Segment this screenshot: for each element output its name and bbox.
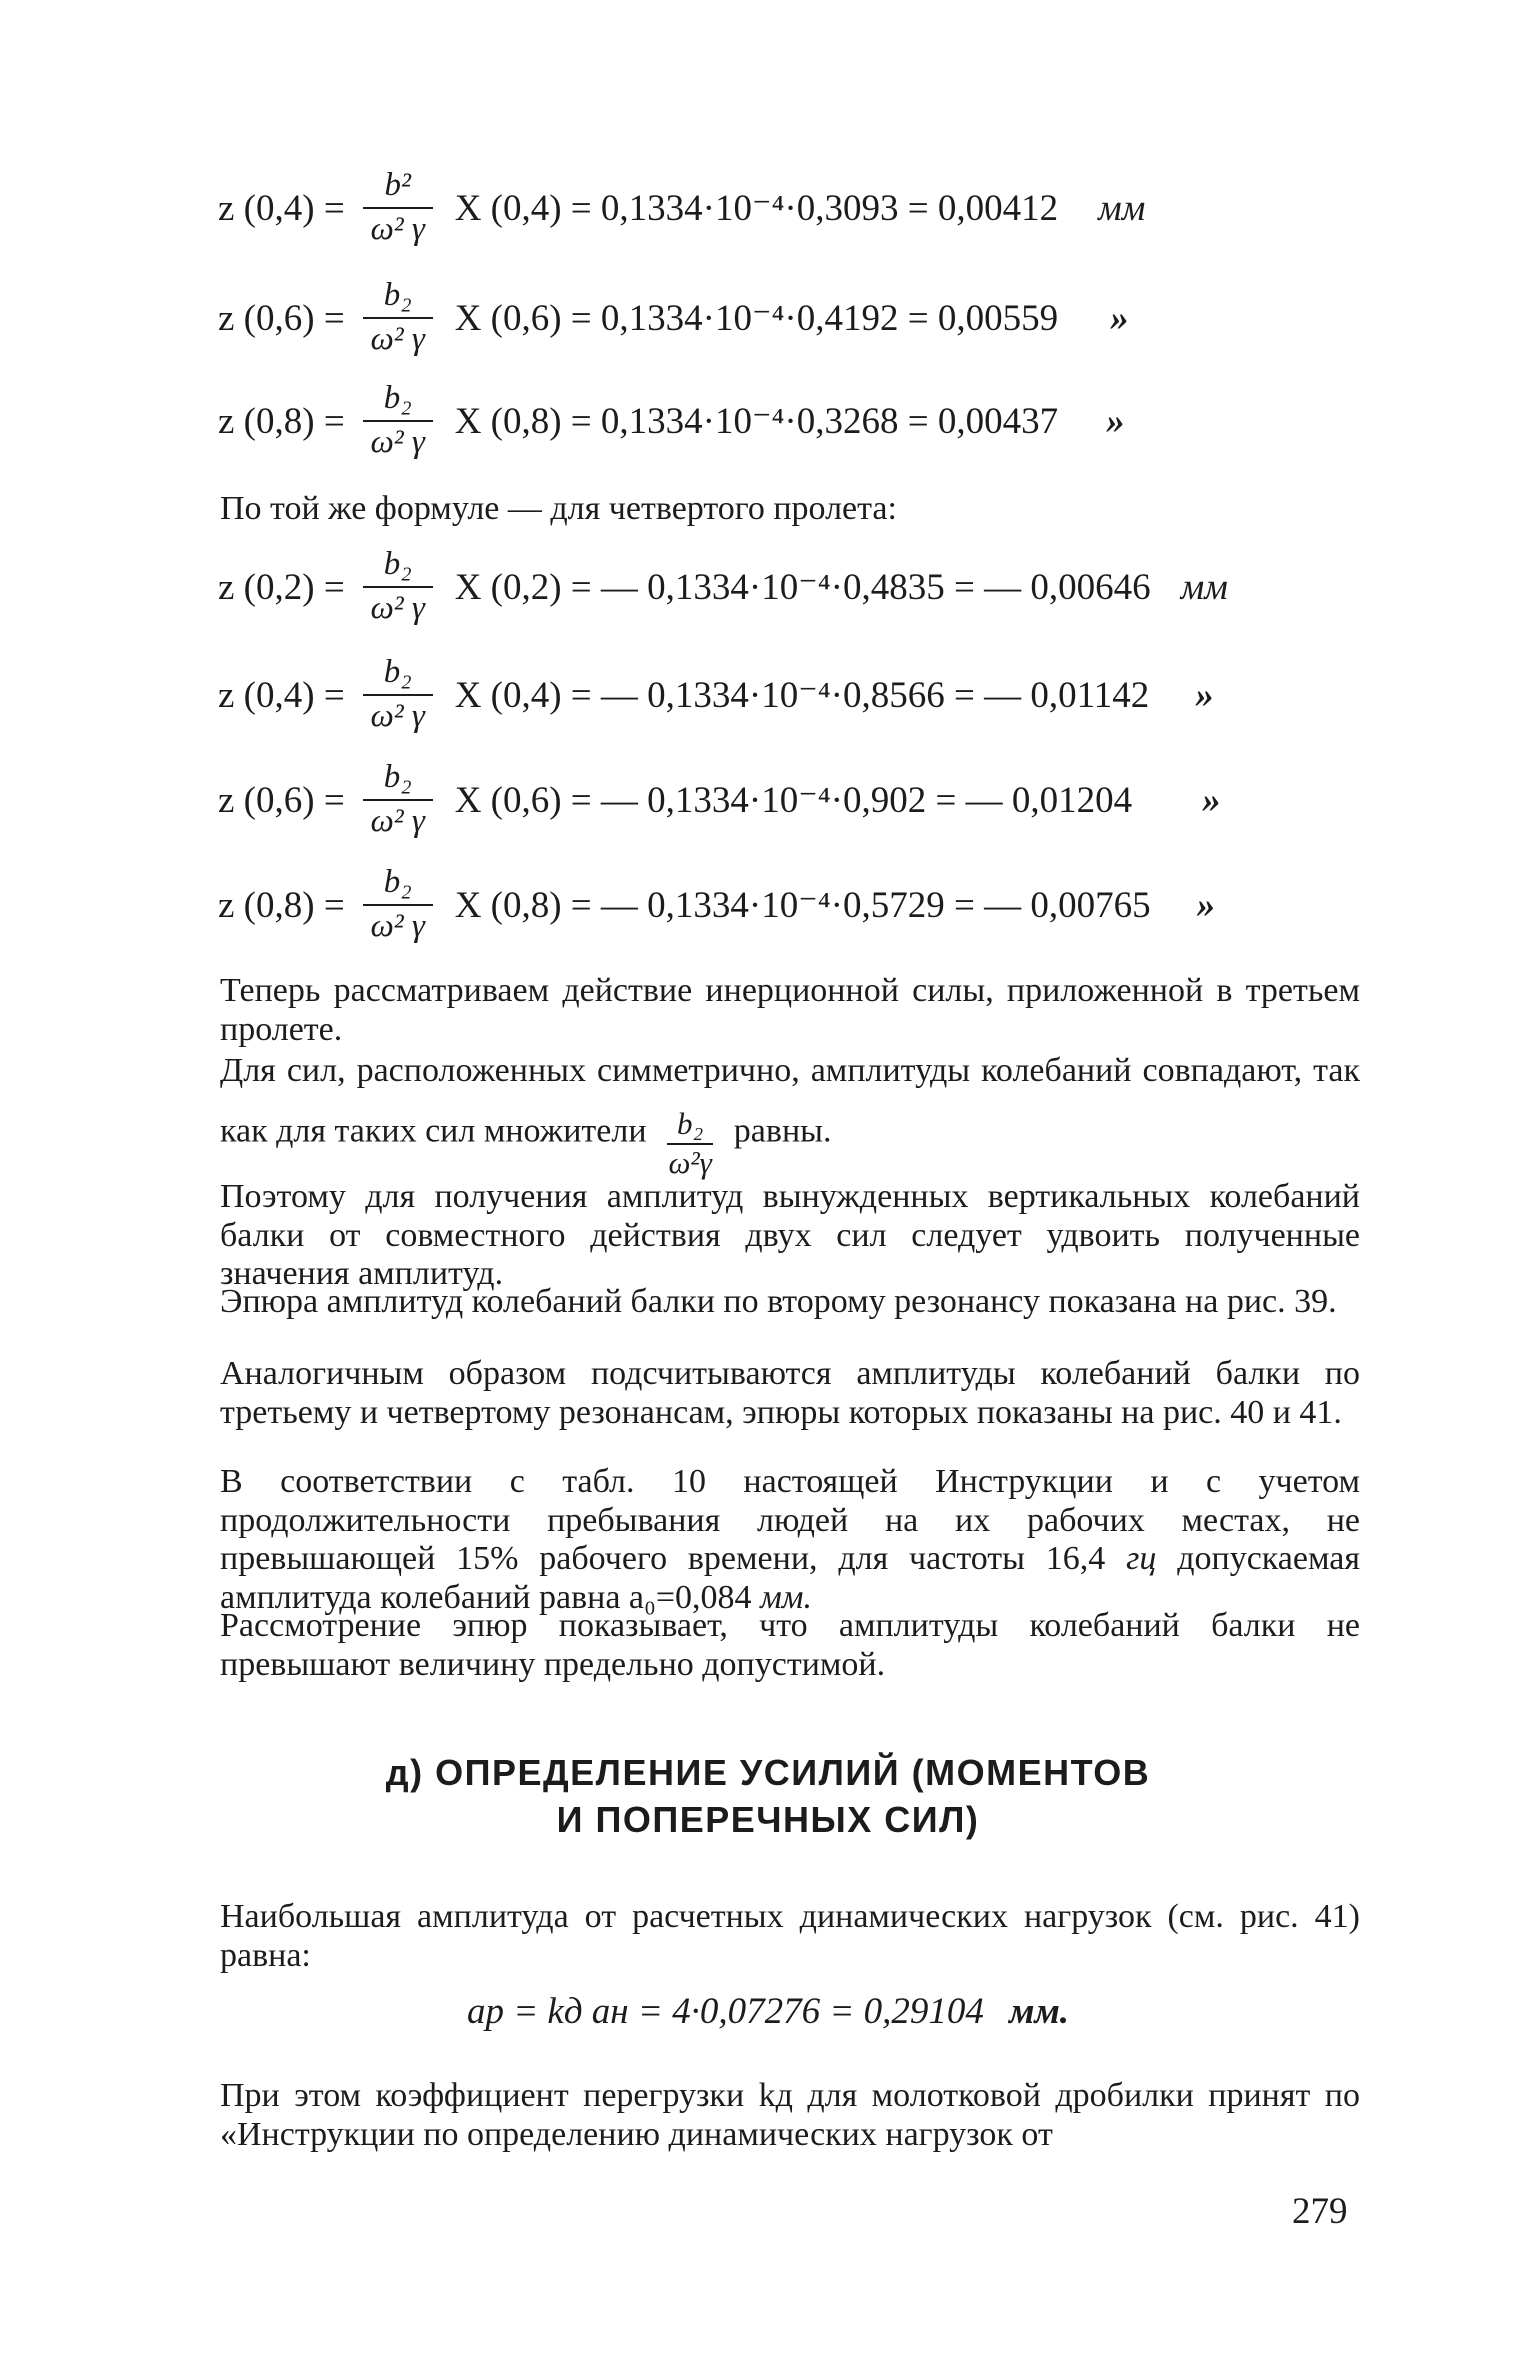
- fraction: [363, 380, 433, 462]
- paragraph-allowable-amplitude: [220, 1463, 1360, 1617]
- fraction: [363, 654, 433, 736]
- equation-ditto-mark: »: [1196, 884, 1216, 926]
- inline-fraction: [667, 1107, 713, 1181]
- fraction: [363, 167, 433, 249]
- fraction-numerator: b₂: [363, 277, 433, 319]
- fraction-numerator: b₂: [363, 380, 433, 422]
- paragraph-text: допускаемая амплитуда колебаний равна a₀=0,084: [220, 1540, 1360, 1616]
- equation-rhs: X (0,4) = — 0,1334·10⁻⁴·0,8566 = — 0,01142: [454, 675, 1150, 716]
- paragraph-text: Для сил, расположенных симметрично, амплитуды колебаний совпадают, так как для таких сил множители: [220, 1052, 1360, 1150]
- equation-ditto-mark: »: [1202, 779, 1221, 821]
- intro-fourth-span: По той же формуле — для четвертого пролета:: [220, 490, 897, 527]
- fraction-denominator: ω²γ: [668, 1145, 712, 1181]
- paragraph-text: равны.: [733, 1112, 832, 1150]
- paragraph-symmetric-forces: [220, 1045, 1360, 1181]
- equation-lhs: z (0,2) =: [218, 566, 345, 608]
- paragraph-conclusion: Рассмотрение эпюр показывает, что амплитуды колебаний балки не превышают величину предельно допустимой.: [220, 1607, 1360, 1683]
- paragraph-double-amplitudes: Поэтому для получения амплитуд вынужденных вертикальных колебаний балки от совместного действия двух сил следует удвоить полученные значения амплитуд.: [220, 1178, 1360, 1292]
- equation-lhs: z (0,4) =: [218, 187, 345, 229]
- paragraph-overload-coefficient: При этом коэффициент перегрузки kд для молотковой дробилки принят по «Инструкции по определению динамических нагрузок от: [220, 2077, 1360, 2153]
- fraction-denominator: ω² γ: [370, 590, 425, 626]
- fraction-numerator: b₂: [363, 759, 433, 801]
- fraction-numerator: b₂: [363, 546, 433, 588]
- formula-design-amplitude: [0, 1990, 1536, 2033]
- fraction-numerator: b₂: [363, 654, 433, 696]
- paragraph-text: Теперь рассматриваем действие инерционной силы, приложенной в третьем пролете.: [220, 972, 1360, 1048]
- paragraph-second-resonance: Эпюра амплитуд колебаний балки по второму резонансу показана на рис. 39.: [220, 1283, 1337, 1320]
- fraction-numerator: b²: [363, 167, 433, 209]
- fraction: [363, 277, 433, 359]
- fraction: [363, 546, 433, 628]
- fraction-denominator: ω² γ: [370, 211, 425, 247]
- equation-z-0-8-third: [218, 356, 1125, 486]
- paragraph-text: В соответствии с табл. 10 настоящей Инструкции и с учетом продолжительности пребывания людей на их рабочих местах, не превышающей 15% рабочего времени, для частоты 16,4: [220, 1463, 1360, 1577]
- fraction-numerator: b₂: [363, 864, 433, 906]
- equation-lhs: z (0,8) =: [218, 400, 345, 442]
- paragraph-inertia-force: [220, 972, 1360, 1049]
- section-heading-line2: И ПОПЕРЕЧНЫХ СИЛ): [556, 1799, 980, 1840]
- fraction-denominator: ω² γ: [370, 424, 425, 460]
- equation-ditto-mark: »: [1106, 400, 1125, 442]
- fraction: [363, 864, 433, 946]
- page-number: 279: [1292, 2191, 1348, 2232]
- equation-lhs: z (0,6) =: [218, 297, 345, 339]
- formula-text: aр = kд aн = 4·0,07276 = 0,29104: [466, 1991, 984, 2032]
- paragraph-third-fourth-resonance: Аналогичным образом подсчитываются амплитуды колебаний балки по третьему и четвертому резонансам, эпюры которых показаны на рис. 40 и 41.: [220, 1355, 1360, 1431]
- equation-unit: мм: [1180, 566, 1228, 608]
- equation-ditto-mark: »: [1195, 674, 1214, 716]
- fraction-denominator: ω² γ: [370, 908, 425, 944]
- equation-rhs: X (0,6) = 0,1334·10⁻⁴·0,4192 = 0,00559: [454, 298, 1059, 339]
- unit-hz: гц: [1126, 1540, 1157, 1577]
- equation-rhs: X (0,6) = — 0,1334·10⁻⁴·0,902 = — 0,01204: [454, 780, 1133, 821]
- equation-lhs: z (0,4) =: [218, 674, 345, 716]
- equation-rhs: X (0,8) = — 0,1334·10⁻⁴·0,5729 = — 0,00765: [454, 885, 1151, 926]
- paragraph-max-amplitude: Наибольшая амплитуда от расчетных динамических нагрузок (см. рис. 41) равна:: [220, 1898, 1360, 1974]
- equation-rhs: X (0,4) = 0,1334·10⁻⁴·0,3093 = 0,00412: [454, 188, 1059, 229]
- fraction: [363, 759, 433, 841]
- equation-rhs: X (0,2) = — 0,1334·10⁻⁴·0,4835 = — 0,00646: [454, 567, 1151, 608]
- fraction-numerator: b₂: [667, 1107, 713, 1145]
- equation-lhs: z (0,6) =: [218, 779, 345, 821]
- section-heading-line1: д) ОПРЕДЕЛЕНИЕ УСИЛИЙ (МОМЕНТОВ: [385, 1752, 1151, 1793]
- equation-z-0-8-fourth: [218, 840, 1215, 970]
- unit-mm: мм.: [760, 1578, 812, 1616]
- equation-ditto-mark: »: [1110, 297, 1129, 339]
- fraction-denominator: ω² γ: [370, 698, 425, 734]
- fraction-denominator: ω² γ: [370, 803, 425, 839]
- equation-rhs: X (0,8) = 0,1334·10⁻⁴·0,3268 = 0,00437: [454, 401, 1059, 442]
- formula-unit: мм.: [1009, 1991, 1070, 2032]
- equation-unit: мм: [1098, 187, 1146, 229]
- equation-lhs: z (0,8) =: [218, 884, 345, 926]
- fraction-denominator: ω² γ: [370, 321, 425, 357]
